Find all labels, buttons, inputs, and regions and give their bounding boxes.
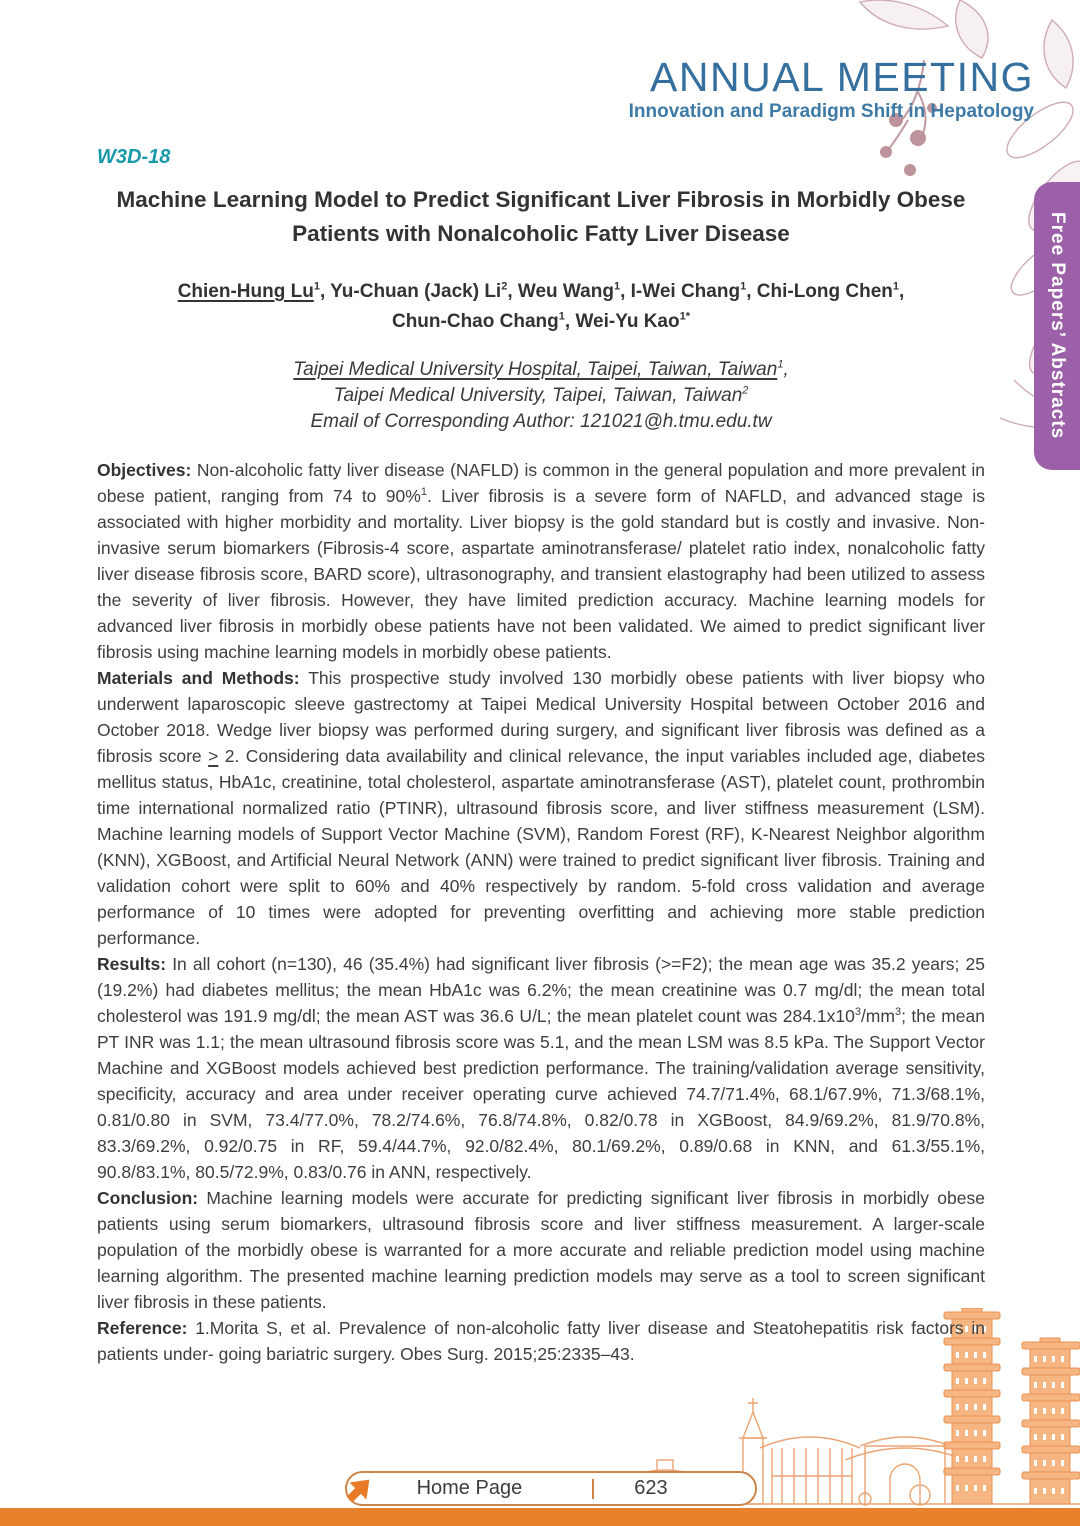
bottom-accent-bar [0, 1508, 1080, 1526]
section-tab-free-papers-abstracts[interactable] [1034, 182, 1080, 470]
conclusion-paragraph: Conclusion: Machine learning models were accurate for predicting significant liver fibrosis in morbidly obese patients using serum biomarkers, ultrasound fibrosis score and liver stiffness measurement. A larger-scale population of the morbidly obese is warranted for a more accurate and reliable prediction model using machine learning algorithm. The presented machine learning prediction models may serve as a tool to screen significant liver fibrosis in these patients. [97, 1188, 985, 1312]
affiliations: Taipei Medical University Hospital, Taipei, Taiwan, Taiwan$^1$, Taipei Medical University, Taipei, Taiwan, Taiwan$^2$ Email of Corresponding Author: 121021@h.tmu.edu.tw [293, 358, 789, 432]
author-name: Wei-Yu Kao [575, 311, 680, 332]
author-name: Chi-Long Chen [756, 281, 893, 302]
paper-title-line2: Patients with Nonalcoholic Fatty Liver Disease [292, 221, 790, 246]
home-arrow-icon [335, 1464, 381, 1512]
section-label: Reference: [97, 1318, 188, 1338]
section-label: Materials and Methods: [97, 668, 300, 688]
author-affil-mark: 2 [501, 280, 508, 293]
home-page-button[interactable] [345, 1471, 757, 1506]
author-name: Chun-Chao Chang [391, 311, 559, 332]
page-number: 623 [634, 1477, 668, 1499]
results-paragraph: Results: In all cohort (n=130), 46 (35.4%) had significant liver fibrosis (>=F2); the mean age was 35.2 years; 25 (19.2%) had diabetes mellitus; the mean HbA1c was 6.2%; the mean creatinine was 0.7 mg/dl; the mean total cholesterol was 191.9 mg/dl; the mean AST was 36.6 U/L; the mean platelet count was $284.1x10^3/mm^3$; the mean PT INR was 1.1; the mean ultrasound fibrosis score was 5.1, and the mean LSM was 8.5 kPa. The Support Vector Machine and XGBoost models achieved best prediction performance. The training/validation average sensitivity, specificity, accuracy and area under receiver operating curve achieved 74.7/71.4%, 68.1/67.9%, 71.3/68.1%, 0.81/0.80 in SVM, 73.4/77.0%, 78.2/74.6%, 76.8/74.8%, 0.82/0.78 in XGBoost, 84.9/69.2%, 81.9/70.8%, 83.3/69.2%, 0.92/0.75 in RF, 59.4/44.7%, 92.0/82.4%, 80.1/69.2%, 0.89/0.68 in KNN, and 61.3/55.1%, 90.8/83.1%, 80.5/72.9%, 0.83/0.76 in ANN, respectively. [97, 954, 985, 1182]
author-name: Weu Wang [517, 281, 614, 302]
section-label: Results: [97, 954, 167, 974]
paper-title-line1: Machine Learning Model to Predict Significant Liver Fibrosis in Morbidly Obese [116, 187, 966, 212]
author-name: Yu-Chuan (Jack) Li [330, 281, 502, 302]
author-affil-mark: 1* [679, 310, 691, 323]
paper-code: W3D-18 [97, 146, 171, 168]
paper-title [97, 183, 985, 251]
objectives-paragraph: Objectives: Non-alcoholic fatty liver disease (NAFLD) is common in the general population and more prevalent in obese patient, ranging from 74 to 90%$^1$. Liver fibrosis is a severe form of NAFLD, and advanced stage is associated with higher morbidity and mortality. Liver biopsy is the gold standard but is costly and invasive. Non-invasive serum biomarkers (Fibrosis-4 score, aspartate aminotransferase/ platelet ratio index, nonalcoholic fatty liver disease fibrosis score, BARD score), ultrasonography, and transient elastography had been utilized to assess the severity of liver fibrosis. However, they have limited prediction accuracy. Machine learning models for advanced liver fibrosis in morbidly obese patients have not been validated. We aimed to predict significant liver fibrosis using machine learning models in morbidly obese patients. [97, 460, 986, 662]
section-tab-label: Free Papers’ Abstracts [1047, 212, 1068, 440]
abstract-content [97, 146, 985, 1367]
home-page-label: Home Page [416, 1477, 523, 1499]
author-affil-mark: 1 [313, 280, 320, 293]
author-affil-mark: 1 [892, 280, 900, 293]
author-affil-mark: 1 [558, 310, 565, 323]
author-affil-mark: 1 [740, 280, 747, 293]
author-name: Chien-Hung Lu [177, 281, 314, 302]
affiliation: Taipei Medical University, Taipei, Taiwan, Taiwan [333, 385, 743, 406]
reference-paragraph: Reference: 1.Morita S, et al. Prevalence of non-alcoholic fatty liver disease and Steatohepatitis risk factors in patients under- going bariatric surgery. Obes Surg. 2015;25:2335–43. [97, 1318, 985, 1364]
conference-title: ANNUAL MEETING [650, 54, 1034, 100]
affiliation: Taipei Medical University Hospital, Taipei, Taiwan, Taiwan [293, 359, 778, 380]
materials-methods-paragraph: Materials and Methods: This prospective study involved 130 morbidly obese patients with liver biopsy who underwent laparoscopic sleeve gastrectomy at Taipei Medical University Hospital between October 2016 and October 2018. Wedge liver biopsy was performed during surgery, and significant liver fibrosis was defined as a fibrosis score > 2. Considering data availability and clinical relevance, the input variables included age, diabetes mellitus status, HbA1c, creatinine, total cholesterol, aspartate aminotransferase (AST), platelet count, prothrombin time international normalized ratio (PTINR), ultrasound fibrosis score, and liver stiffness measurement (LSM). Machine learning models of Support Vector Machine (SVM), Random Forest (RF), K-Nearest Neighbor algorithm (KNN), XGBoost, and Artificial Neural Network (ANN) were trained to predict significant liver fibrosis. Training and validation cohort were split to 60% and 40% respectively by random. 5-fold cross validation and average performance of 10 times were adopted for preventing overfitting and achieving more stable prediction performance. [97, 668, 986, 948]
author-affil-mark: 1 [613, 280, 621, 293]
section-label: Objectives: [97, 460, 192, 480]
abstract-text [97, 457, 985, 1367]
greater-equal-mark: > [208, 746, 219, 766]
corresponding-email: Email of Corresponding Author: 121021@h.tmu.edu.tw [310, 411, 772, 432]
author-name: I-Wei Chang [630, 281, 741, 302]
section-label: Conclusion: [97, 1188, 199, 1208]
conference-header [629, 56, 1034, 123]
author-list: Chien-Hung Lu$^1$, Yu-Chuan (Jack) Li$^2$, Weu Wang$^1$, I-Wei Chang$^1$, Chi-Long Chen$^1$, Chun-Chao Chang$^1$, Wei-Yu Kao$^{1*}$ [177, 280, 905, 332]
conference-subtitle: Innovation and Paradigm Shift in Hepatology [628, 101, 1034, 123]
